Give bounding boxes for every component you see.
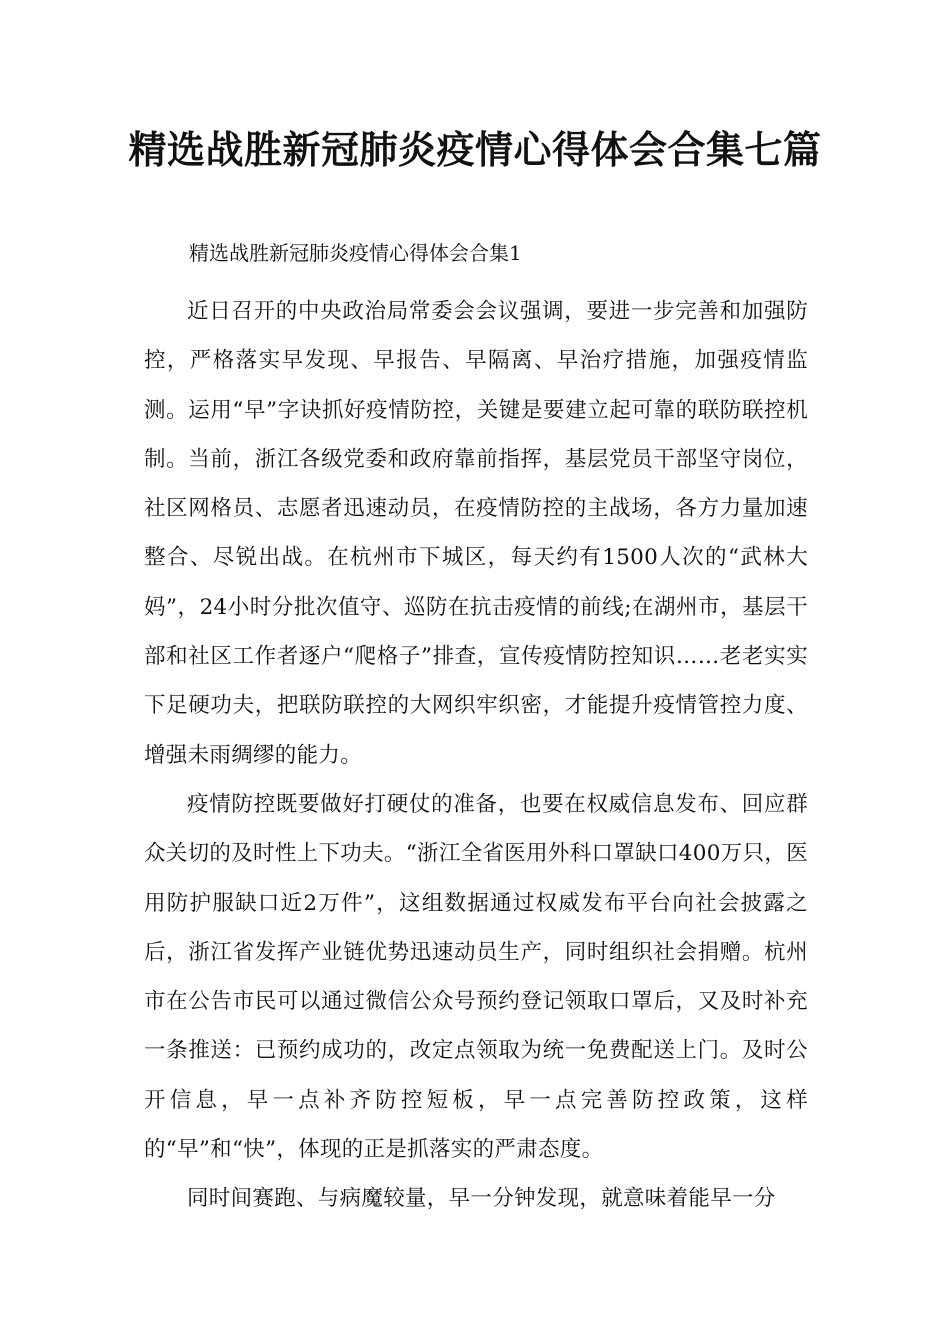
paragraph: 近日召开的中央政治局常委会会议强调，要进一步完善和加强防控，严格落实早发现、早报告、早隔离、早治疗措施，加强疫情监测。运用“早”字诀抓好疫情防控，关键是要建立起可靠的联防联控机制。当前，浙江各级党委和政府靠前指挥，基层党员干部坚守岗位，社区网格员、志愿者迅速动员，在疫情防控的主战场，各方力量加速整合、尽锐出战。在杭州市下城区，每天约有1500人次的“武林大妈”，24小时分批次值守、巡防在抗击疫情的前线;在湖州市，基层干部和社区工作者逐户“爬格子”排查，宣传疫情防控知识……老老实实下足硬功夫，把联防联控的大网织牢织密，才能提升疫情管控力度、增强未雨绸缪的能力。	[144, 299, 808, 768]
document-body	[144, 287, 808, 1224]
document-subtitle: 精选战胜新冠肺炎疫情心得体会合集1	[189, 241, 522, 265]
paragraph: 疫情防控既要做好打硬仗的准备，也要在权威信息发布、回应群众关切的及时性上下功夫。“浙江全省医用外科口罩缺口400万只，医用防护服缺口近2万件”，这组数据通过权威发布平台向社会披露之后，浙江省发挥产业链优势迅速动员生产，同时组织社会捐赠。杭州市在公告市民可以通过微信公众号预约登记领取口罩后，又及时补充一条推送：已预约成功的，改定点领取为统一免费配送上门。及时公开信息，早一点补齐防控短板，早一点完善防控政策，这样的“早”和“快”，体现的正是抓落实的严肃态度。	[144, 791, 808, 1163]
paragraph: 同时间赛跑、与病魔较量，早一分钟发现，就意味着能早一分	[187, 1186, 776, 1212]
document-title: 精选战胜新冠肺炎疫情心得体会合集七篇	[128, 128, 822, 172]
